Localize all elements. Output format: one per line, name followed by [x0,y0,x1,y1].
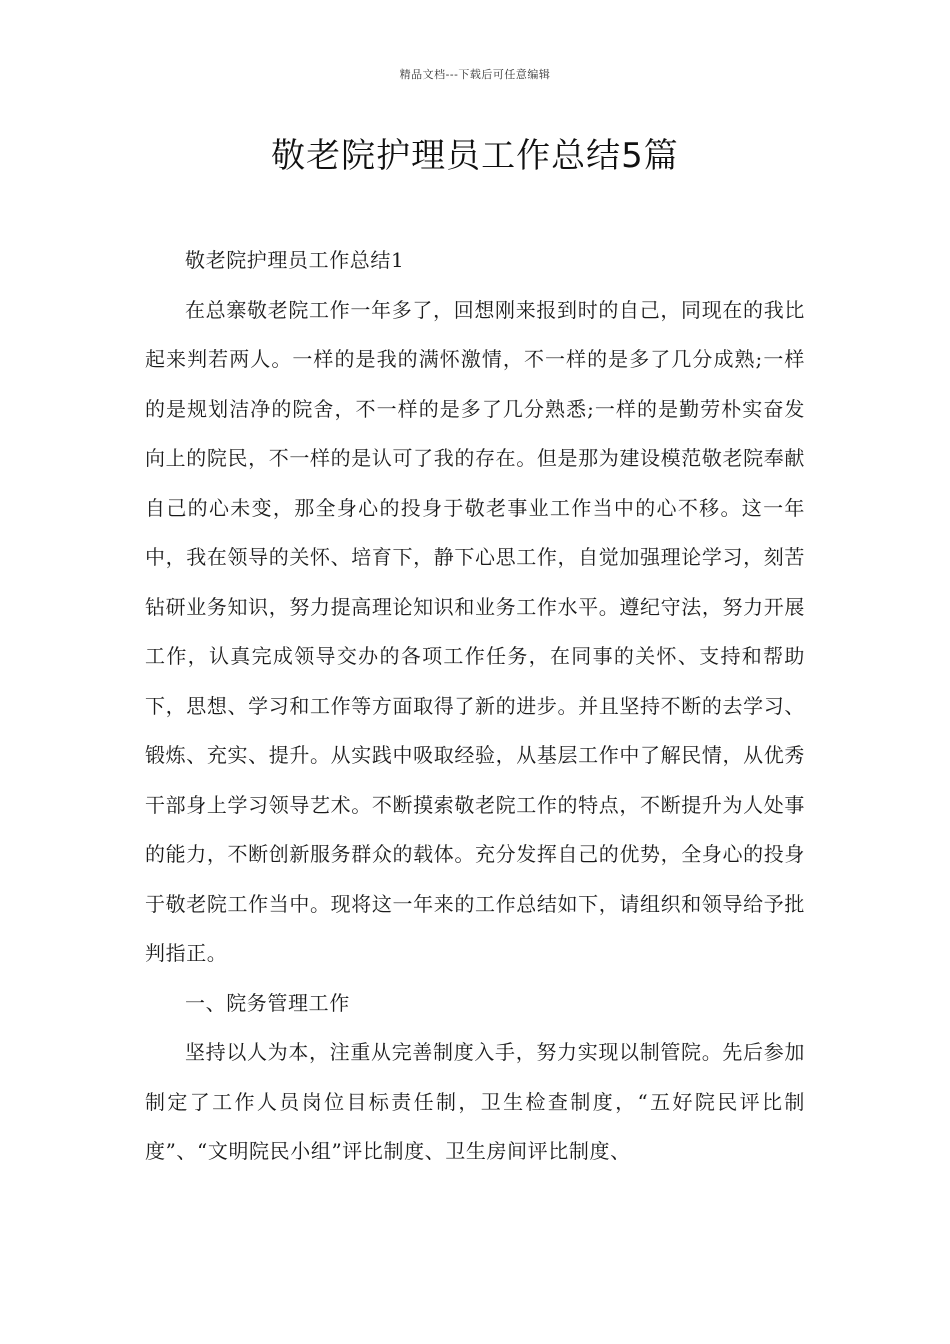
section-heading: 敬老院护理员工作总结1 [185,248,405,272]
section-heading: 一、院务管理工作 [185,990,350,1015]
document-body [145,236,805,1177]
paragraph: 坚持以人为本，注重从完善制度入手，努力实现以制管院。先后参加制定了工作人员岗位目标责任制，卫生检查制度，“五好院民评比制度”、“文明院民小组”评比制度、卫生房间评比制度、 [145,1040,805,1163]
paragraph: 在总寨敬老院工作一年多了，回想刚来报到时的自己，同现在的我比起来判若两人。一样的是我的满怀激情，不一样的是多了几分成熟;一样的是规划洁净的院舍，不一样的是多了几分熟悉;一样的是勤劳朴实奋发向上的院民，不一样的是认可了我的存在。但是那为建设模范敬老院奉献自己的心未变，那全身心的投身于敬老事业工作当中的心不移。这一年中，我在领导的关怀、培育下，静下心思工作，自觉加强理论学习，刻苦钻研业务知识，努力提高理论知识和业务工作水平。遵纪守法，努力开展工作，认真完成领导交办的各项工作任务，在同事的关怀、支持和帮助下，思想、学习和工作等方面取得了新的进步。并且坚持不断的去学习、锻炼、充实、提升。从实践中吸取经验，从基层工作中了解民情，从优秀干部身上学习领导艺术。不断摸索敬老院工作的特点，不断提升为人处事的能力，不断创新服务群众的载体。充分发挥自己的优势，全身心的投身于敬老院工作当中。现将这一年来的工作总结如下，请组织和领导给予批判指正。 [145,297,805,965]
page-title: 敬老院护理员工作总结5篇 [271,136,679,176]
header-note: 精品文档---下载后可任意编辑 [399,68,551,81]
